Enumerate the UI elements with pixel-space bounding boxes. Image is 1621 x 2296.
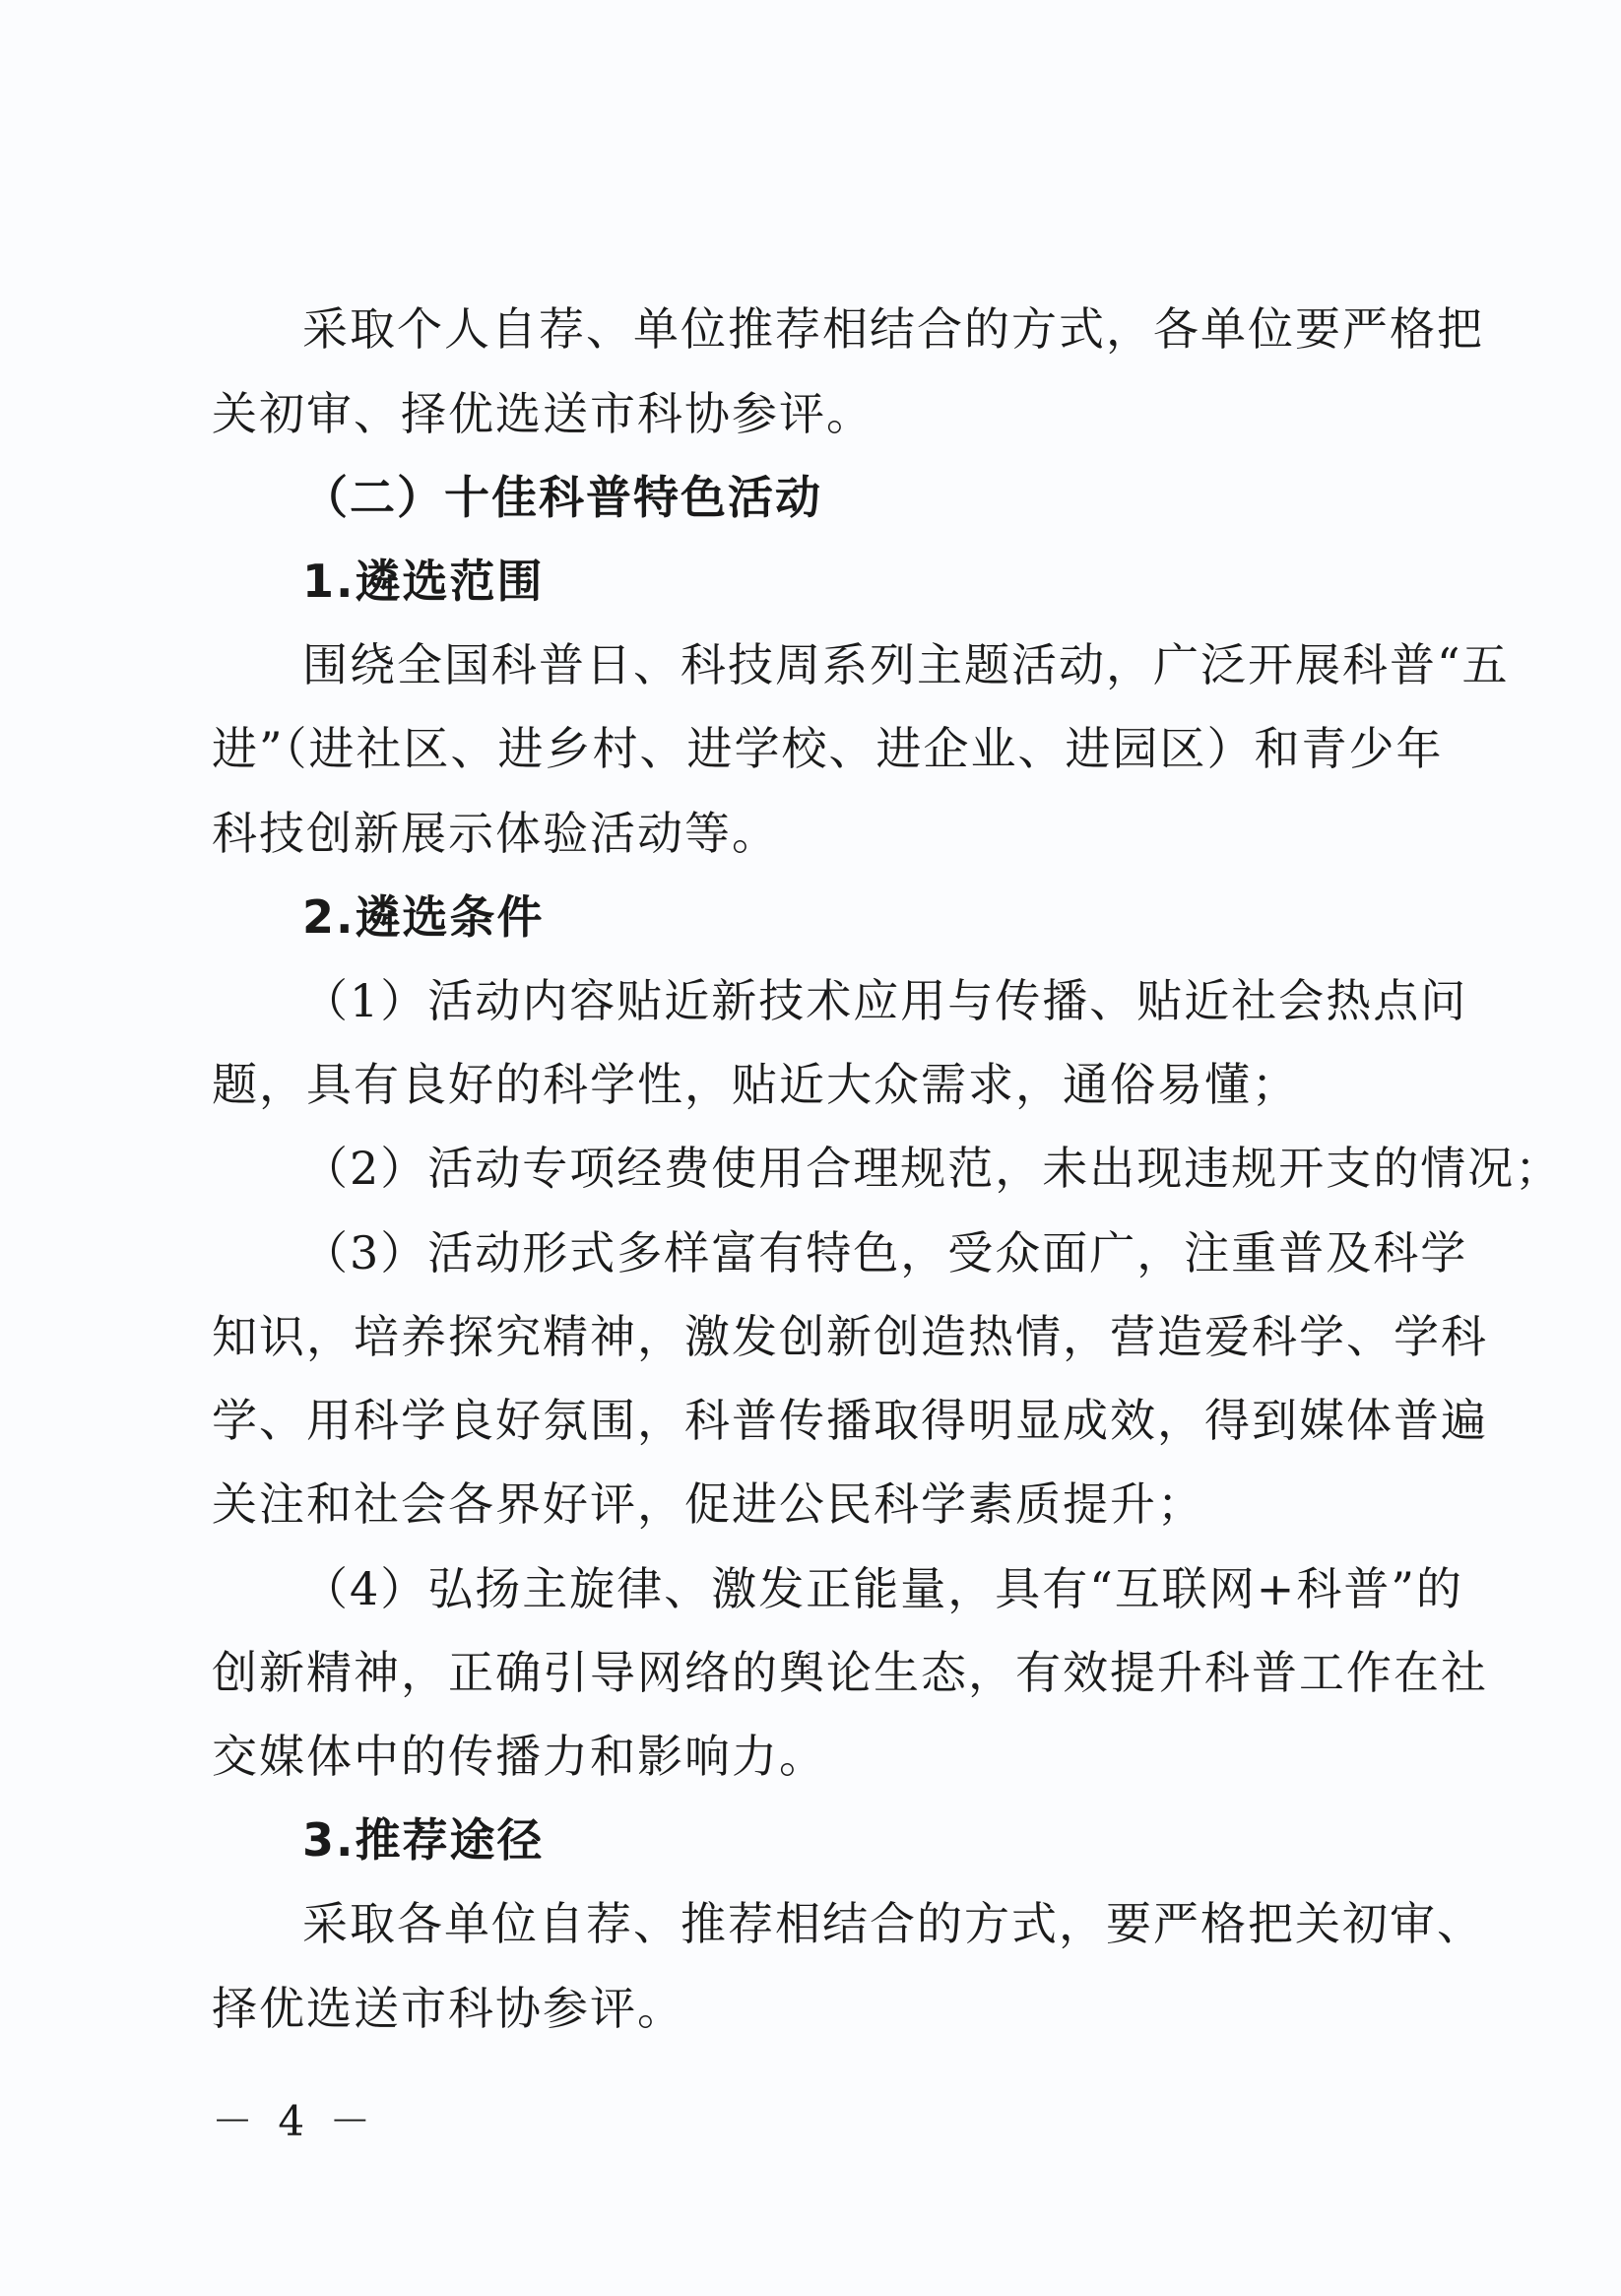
subsection-heading-3: 3.推荐途径	[302, 1813, 545, 1867]
page-number: － 4 －	[212, 2097, 377, 2145]
condition-1-line-2: 题，具有良好的科学性，贴近大众需求，通俗易懂；	[212, 1058, 1299, 1111]
recommendation-line-1: 采取各单位自荐、推荐相结合的方式，要严格把关初审、	[302, 1897, 1484, 1950]
condition-4-line-3: 交媒体中的传播力和影响力。	[212, 1730, 826, 1783]
paragraph-line-2: 关初审、择优选送市科协参评。	[212, 387, 874, 440]
paragraph-line-3: 围绕全国科普日、科技周系列主题活动，广泛开展科普“五	[302, 638, 1510, 691]
condition-3-line-2: 知识，培养探究精神，激发创新创造热情，营造爱科学、学科	[212, 1310, 1488, 1363]
condition-1-line-1: （1）活动内容贴近新技术应用与传播、贴近社会热点问	[302, 974, 1468, 1027]
subsection-heading-2: 2.遴选条件	[302, 890, 545, 944]
condition-4-line-2: 创新精神，正确引导网络的舆论生态，有效提升科普工作在社	[212, 1646, 1488, 1699]
subsection-heading-1: 1.遴选范围	[302, 555, 545, 608]
section-heading-2: （二）十佳科普特色活动	[302, 471, 822, 524]
condition-3-line-1: （3）活动形式多样富有特色，受众面广，注重普及科学	[302, 1226, 1468, 1279]
condition-2-line-1: （2）活动专项经费使用合理规范，未出现违规开支的情况；	[302, 1142, 1563, 1195]
paragraph-line-5: 科技创新展示体验活动等。	[212, 807, 779, 860]
paragraph-line-1: 采取个人自荐、单位推荐相结合的方式，各单位要严格把	[302, 302, 1484, 356]
condition-3-line-3: 学、用科学良好氛围，科普传播取得明显成效，得到媒体普遍	[212, 1394, 1488, 1447]
condition-3-line-4: 关注和社会各界好评，促进公民科学素质提升；	[212, 1477, 1204, 1531]
recommendation-line-2: 择优选送市科协参评。	[212, 1982, 684, 2035]
paragraph-line-4: 进”（进社区、进乡村、进学校、进企业、进园区）和青少年	[212, 722, 1444, 775]
condition-4-line-1: （4）弘扬主旋律、激发正能量，具有“互联网+科普”的	[302, 1562, 1463, 1615]
